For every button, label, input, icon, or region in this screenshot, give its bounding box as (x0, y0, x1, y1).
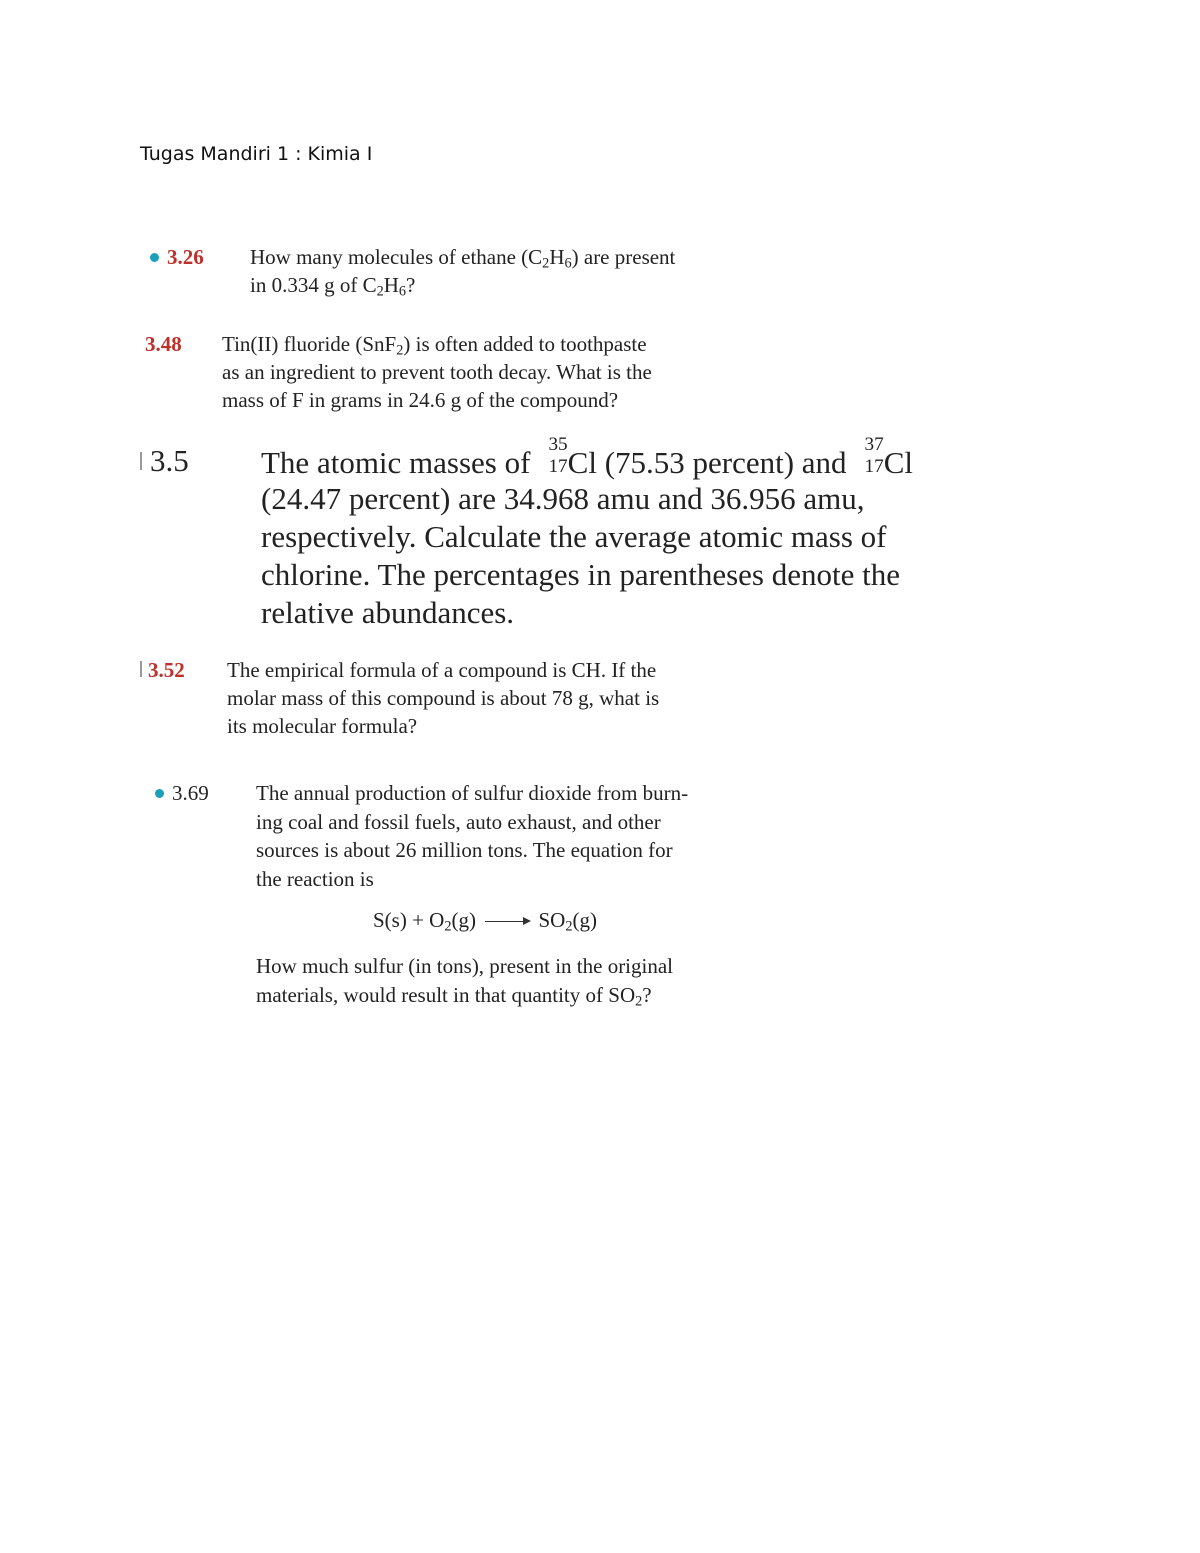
problem-text-line: ing coal and fossil fuels, auto exhaust, and other (256, 809, 661, 834)
problem-number: 3.52 (140, 656, 185, 684)
problem-text-line: (24.47 percent) are 34.968 amu and 36.956 amu, (261, 481, 865, 516)
margin-mark-icon (140, 661, 142, 677)
problem-text-line: sources is about 26 million tons. The equation for (256, 838, 673, 862)
problem-number: 3.5 (140, 442, 189, 480)
problem-text-line: in 0.334 g of $C_2H_6$? (250, 273, 416, 300)
problem-text-line: respectively. Calculate the average atomic mass of (261, 519, 887, 554)
problem-text-line: The empirical formula of a compound is CH. If the (227, 658, 657, 682)
problem-text-line: Tin(II) fluoride (SnF$_2$) is often added to toothpaste (222, 332, 647, 359)
problem-text-line: The annual production of sulfur dioxide from burn- (256, 781, 689, 805)
bullet-icon (155, 789, 164, 798)
problem-text-line: chlorine. The percentages in parentheses denote the (261, 557, 900, 592)
problem-text-line: mass of F in grams in 24.6 g of the compound? (222, 388, 619, 412)
margin-mark-icon (140, 452, 142, 470)
document-title: Tugas Mandiri 1 : Kimia I (140, 143, 373, 165)
problem-number: 3.26 (150, 243, 204, 271)
problem-number: 3.69 (155, 779, 209, 808)
isotope-notation: 35 17 (548, 434, 568, 478)
problem-text-line: How many molecules of ethane $(C_2H_6)$ are present (250, 245, 676, 272)
bullet-icon (150, 253, 159, 262)
problem-text-line: molar mass of this compound is about 78 g, what is (227, 686, 660, 710)
problem-text-line: as an ingredient to prevent tooth decay. What is the (222, 360, 652, 384)
isotope-notation: 37 17 (864, 434, 884, 478)
problem-text-line: How much sulfur (in tons), present in the original (256, 954, 674, 978)
reaction-arrow-icon (485, 921, 529, 922)
problem-number: 3.48 (145, 332, 182, 356)
reaction-equation: $S(s) + O_2(g)$ $SO_2(g)$ (373, 908, 597, 935)
problem-text-line: relative abundances. (261, 595, 515, 630)
problem-text-line: the reaction is (256, 866, 374, 891)
problem-text-line: The atomic masses of 35 17 Cl (75.53 percent) and 37 17 Cl (261, 434, 914, 480)
problem-text-line: materials, would result in that quantity of $SO_2$? (256, 983, 652, 1010)
problem-text-line: its molecular formula? (227, 714, 418, 738)
